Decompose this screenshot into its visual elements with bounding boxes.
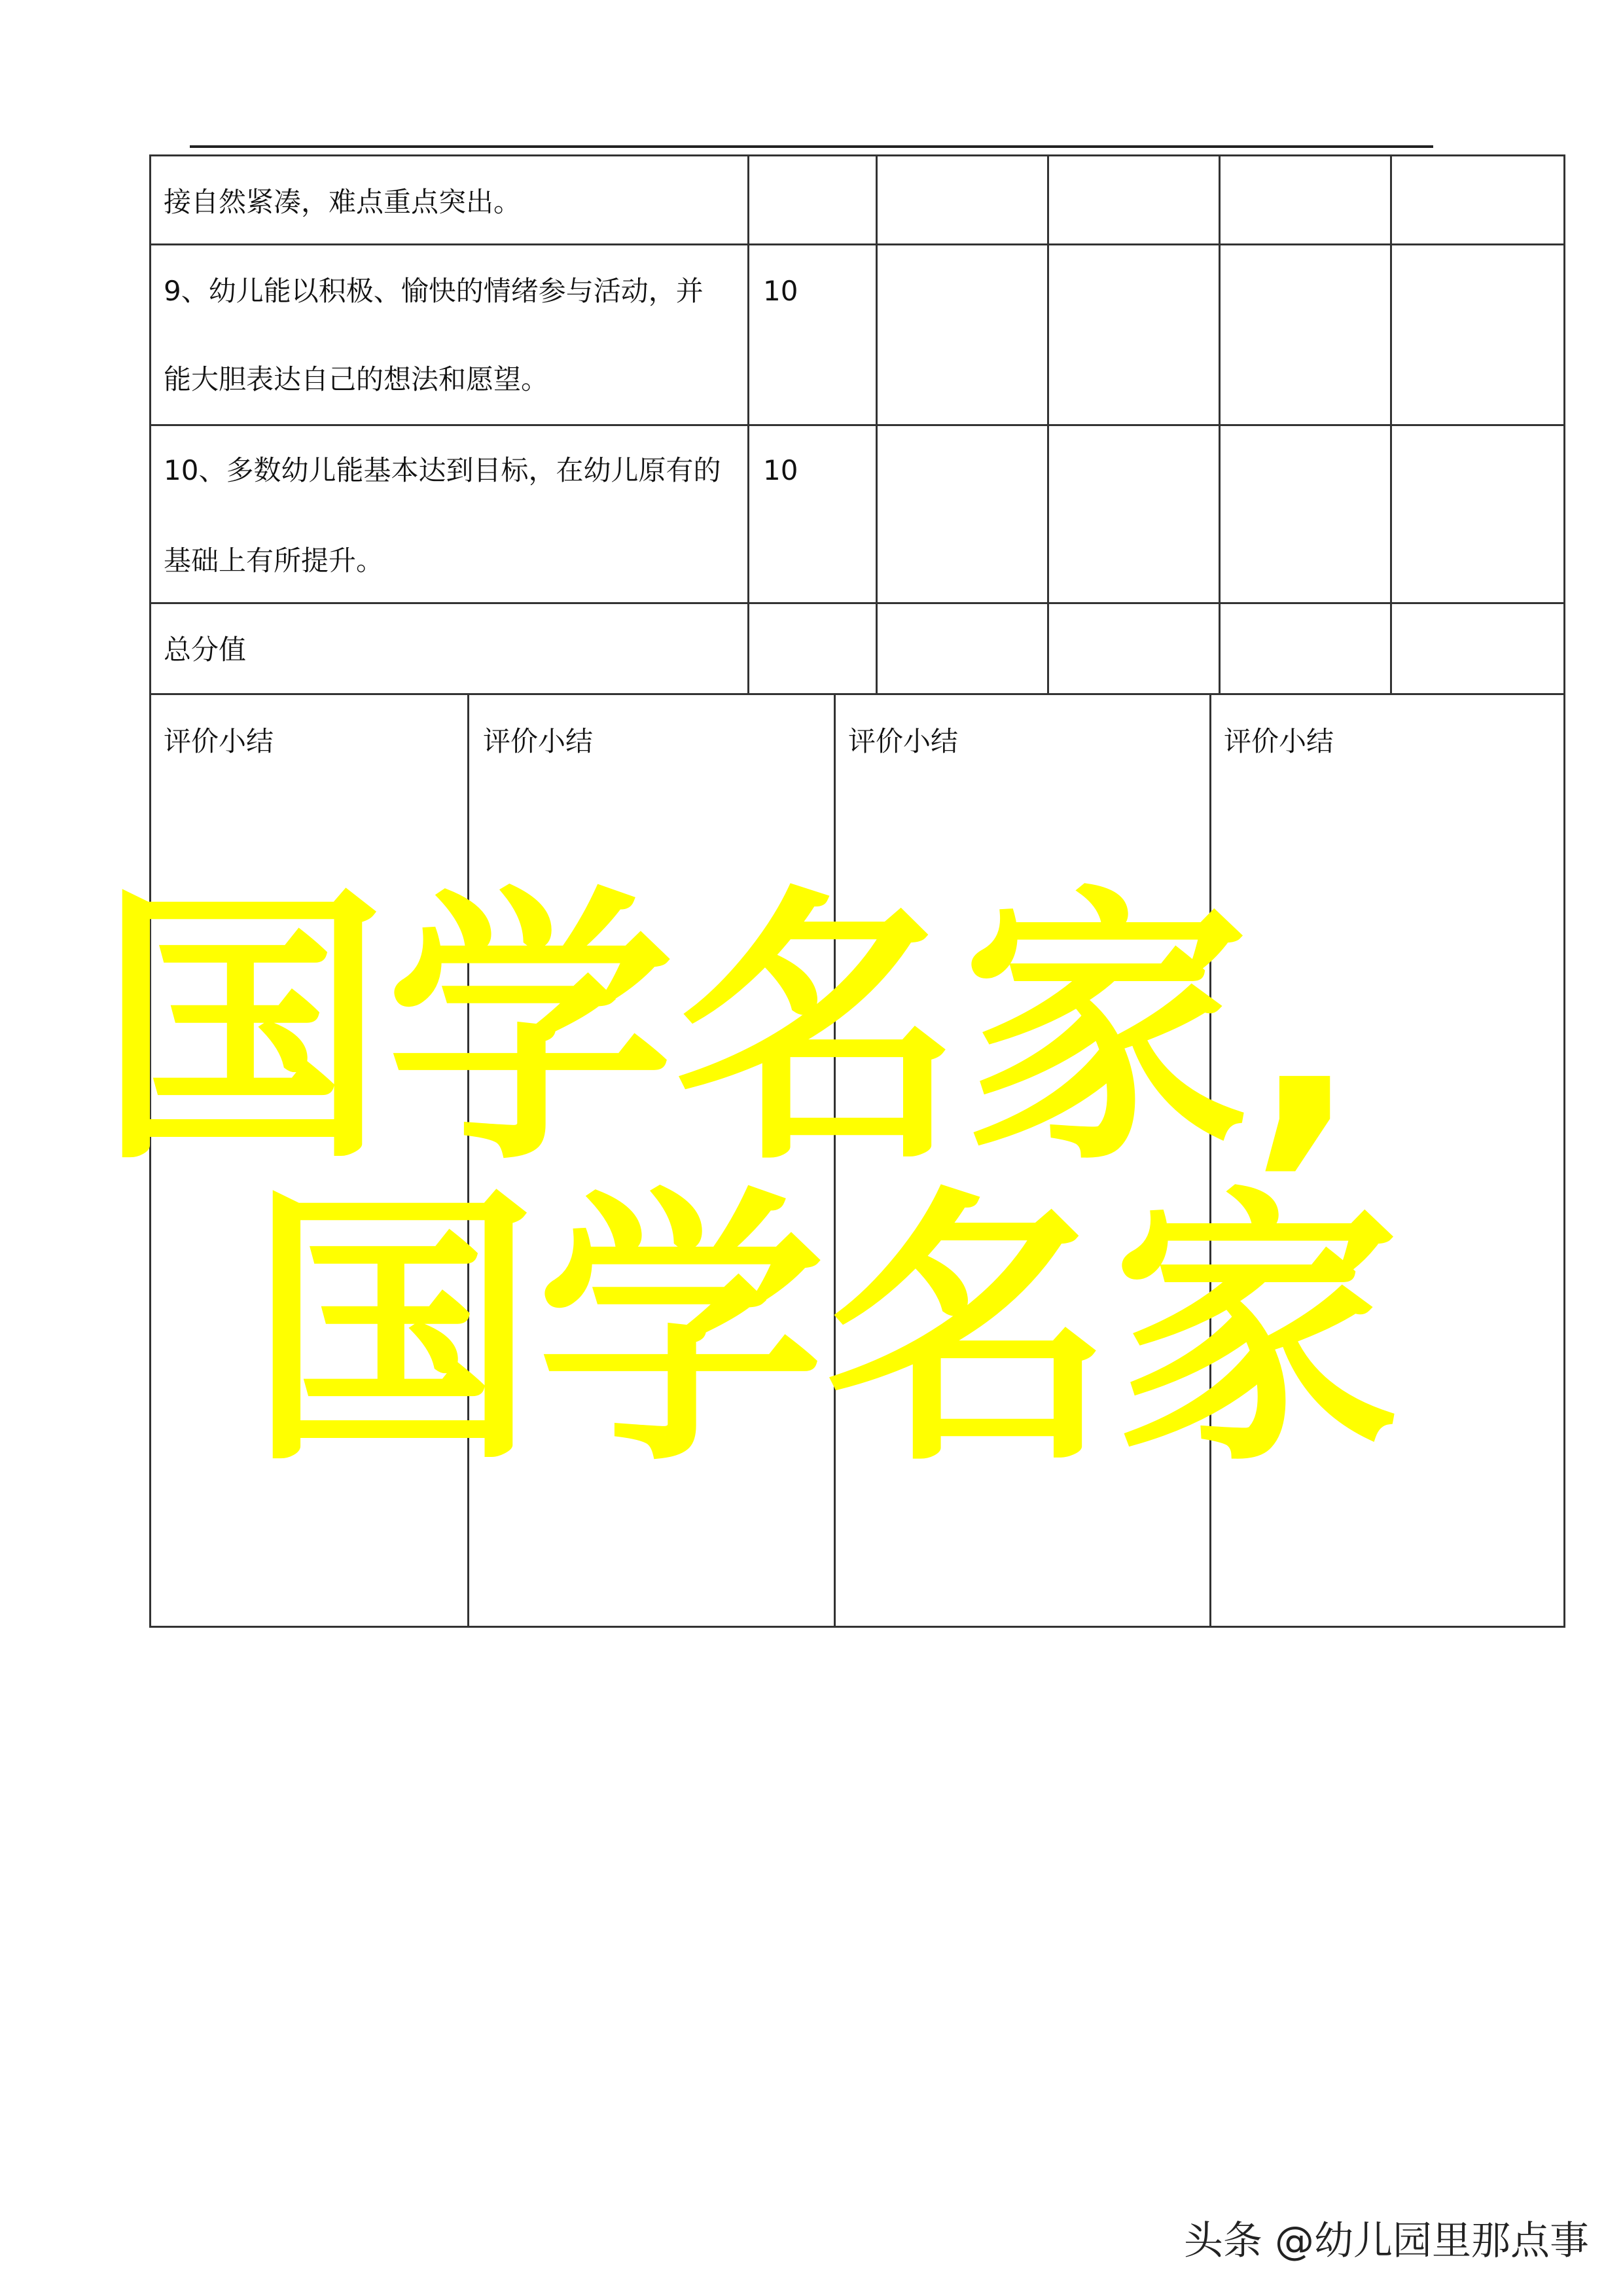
watermark-line-1: 国学名家,: [98, 863, 1360, 1198]
row-divider: [149, 602, 1565, 604]
summary-label: 评价小结: [483, 725, 594, 757]
score-value: 10: [763, 275, 798, 307]
footer-attribution: 头条 @幼儿园里那点事: [1183, 2218, 1589, 2264]
column-divider: [876, 154, 878, 695]
header-rule: [190, 145, 1433, 148]
criterion-text: 10、多数幼儿能基本达到目标，在幼儿原有的: [164, 454, 721, 486]
criterion-text: 接自然紧凑，难点重点突出。: [164, 186, 522, 218]
criterion-text: 能大胆表达自己的想法和愿望。: [164, 363, 549, 395]
row-divider: [149, 424, 1565, 426]
total-score-label: 总分值: [164, 634, 247, 666]
summary-label: 评价小结: [1224, 725, 1334, 757]
column-divider: [1390, 154, 1392, 695]
column-divider: [1047, 154, 1049, 695]
score-value: 10: [763, 454, 798, 486]
watermark-line-2: 国学名家: [249, 1164, 1400, 1499]
summary-label: 评价小结: [848, 725, 959, 757]
summary-label: 评价小结: [164, 725, 274, 757]
row-divider: [149, 243, 1565, 245]
column-divider: [1219, 154, 1221, 695]
column-divider: [747, 154, 749, 695]
criterion-text: 基础上有所提升。: [164, 545, 384, 577]
criterion-text: 9、幼儿能以积极、愉快的情绪参与活动，并: [164, 275, 704, 307]
